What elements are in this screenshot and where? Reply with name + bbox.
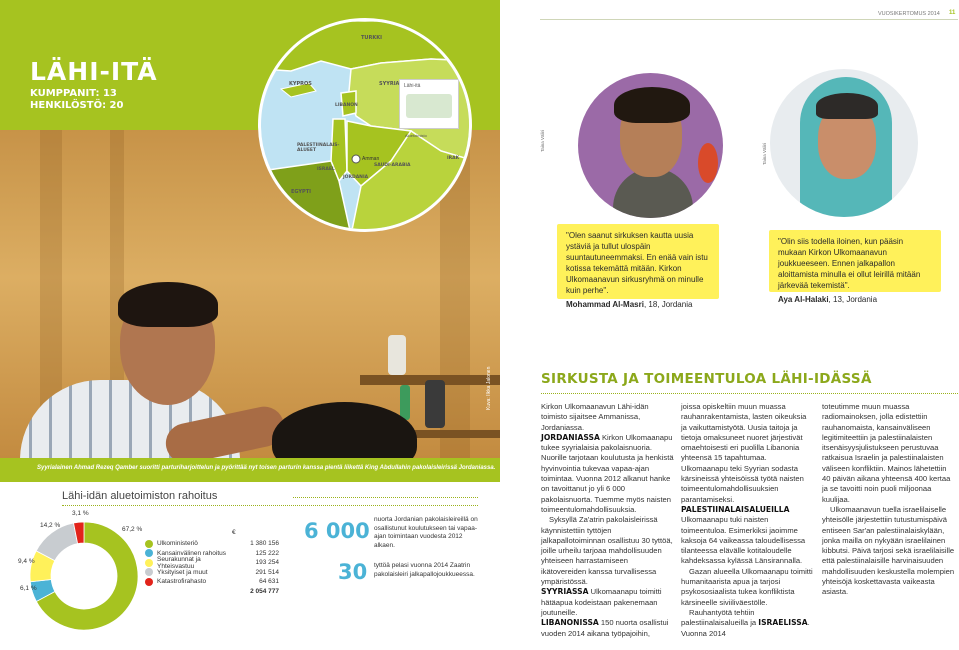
stat-number-girls: 30 bbox=[338, 560, 368, 584]
article-column-3 bbox=[822, 402, 957, 598]
col2-p2: Ulkomaanapu tuki naisten toimeentuloa. Esimerkiksi jaoimme kaksoja 64 vaikeassa taloudellisessa tilanteessa elävälle kotitaloudelle kahdeksassa kylässä Länsirannalla. bbox=[681, 515, 806, 566]
legend-swatch bbox=[145, 540, 153, 548]
col1-p3: Syksyllä Za'atrin pakolaisleirissä käynnistettiin tyttöjen jalkapallotoiminnan osallistuu 30 tyttöä, joille urheilu tarjoaa mahdollisuuden yhteiseen harrastamiseen ikätovereiden kanssa turvallisessa ympäristössä. bbox=[541, 515, 673, 587]
slice-label-ministry: 67,2 % bbox=[122, 526, 143, 533]
funding-title: Lähi-idän aluetoimiston rahoitus bbox=[62, 490, 218, 502]
quote-author bbox=[566, 299, 710, 310]
slice-label-international: 6,1 % bbox=[20, 585, 37, 592]
article-column-1 bbox=[541, 402, 674, 639]
article-column-2 bbox=[681, 402, 814, 639]
funding-pie-chart bbox=[28, 520, 143, 632]
col2-kw-palestine: PALESTIINALAISALUEILLA bbox=[681, 504, 790, 514]
quote-text: "Olin siis todella iloinen, kun pääsin mukaan Kirkon Ulkomaanavun joukkueeseen. Ennen jalkapallon aloittamista minulla ei ollut leirillä mitään järkevää tekemistä". bbox=[778, 237, 921, 290]
quote-box-mohammad bbox=[557, 224, 719, 309]
col2-p4: Rauhantyötä tehtiin palestiinalaisalueilla ja bbox=[681, 607, 759, 628]
col2-p3: Gazan alueella Ulkomaanapu toimitti humanitaarista apua ja tarjosi psykososiaalista tukea konfliktista kärsineelle siviiliväestölle. bbox=[681, 566, 813, 607]
quote-author-detail: , 18, Jordania bbox=[643, 300, 693, 309]
map-label-iraq: IRAK bbox=[447, 156, 460, 161]
col2-p1: joissa opiskeltiin muun muassa rauhanrakentamista, lasten oikeuksia ja vaikuttamistyötä. Uusia taitoja ja tietoja omaksuneet nuoret järjestivät omaehtoisesti eri puolilla Libanonia yhteensä 15 tapahtumaa. Ulkomaanapu teki Syyrian sodasta kärsineissä yhteisöissä työtä naisten toimeentulomahdollisuuksien parantamiseksi. bbox=[681, 402, 807, 504]
legend-value: 291 514 bbox=[255, 568, 279, 576]
quote-author bbox=[778, 294, 932, 305]
photo-credit: Kuva: Ilkka Jalonen bbox=[486, 366, 492, 410]
col1-kw-lebanon: LIBANONISSA bbox=[541, 618, 599, 628]
col2-p5: . Vuonna 2014 bbox=[681, 618, 810, 638]
map-label-turkey: TURKKI bbox=[361, 35, 382, 41]
portrait-aya bbox=[770, 69, 918, 217]
currency-label: € bbox=[232, 529, 236, 536]
stat-text-youth: nuorta Jordanian pakolaisleireillä on osallistunut koulutukseen tai vapaa-ajan toimintaan vuodesta 2012 alkaen. bbox=[374, 516, 478, 549]
stat-number-youth: 6 000 bbox=[304, 519, 370, 543]
legend-row bbox=[145, 555, 279, 570]
portrait-credit-1: Taina Väliri bbox=[540, 129, 545, 152]
page-title: LÄHI-ITÄ bbox=[30, 57, 158, 86]
legend-total-row bbox=[145, 587, 279, 597]
article-heading: SIRKUSTA JA TOIMEENTULOA LÄHI-IDÄSSÄ bbox=[541, 371, 872, 387]
legend-name: Katastrofirahasto bbox=[157, 578, 207, 586]
col1-kw-jordan: JORDANIASSA bbox=[541, 432, 600, 442]
quote-author-name: Aya Al-Halaki bbox=[778, 295, 829, 304]
legend-swatch bbox=[145, 559, 153, 567]
map-legend-office: Aluetoimisto bbox=[405, 133, 427, 138]
map-label-lebanon: LIBANON bbox=[335, 103, 358, 108]
legend-swatch bbox=[145, 578, 153, 586]
legend-row bbox=[145, 539, 279, 549]
map-label-israel: ISRAEL bbox=[317, 167, 335, 172]
col2-kw-israel: ISRAELISSA bbox=[758, 618, 808, 628]
quote-author-name: Mohammad Al-Masri bbox=[566, 300, 644, 309]
legend-value: 1 380 156 bbox=[250, 540, 279, 548]
legend-value: 193 254 bbox=[255, 559, 279, 567]
running-head: VUOSIKERTOMUS 2014 bbox=[878, 11, 940, 17]
funding-total: 2 054 777 bbox=[250, 587, 279, 595]
col1-kw-syria: SYYRIASSA bbox=[541, 587, 589, 597]
legend-swatch bbox=[145, 568, 153, 576]
col1-p1: Kirkon Ulkomaanavun Lähi-idän toimisto sijaitsee Ammanissa, Jordaniassa. bbox=[541, 402, 649, 432]
legend-row bbox=[145, 568, 279, 578]
map-label-palestine: PALESTIINALAIS-ALUEET bbox=[297, 143, 340, 153]
photo-caption: Syyrialainen Ahmad Rezeq Qamber suoritti parturiharjoittelun ja pyörittää nyt toisen parturin kanssa pientä liikettä King Abdullahin pakolaisleirissä Jordaniassa. bbox=[37, 465, 496, 471]
stat-text-girls: tyttöä pelasi vuonna 2014 Zaatrin pakolaisleiri jalkapallojoukkueessa. bbox=[374, 562, 475, 578]
staff-count: HENKILÖSTÖ: 20 bbox=[30, 100, 124, 111]
portrait-mohammad bbox=[578, 73, 723, 218]
legend-name: Seurakunnat ja Yhteisvastuu bbox=[157, 555, 201, 570]
legend-swatch bbox=[145, 549, 153, 557]
col3-p1: toteutimme muun muassa radiomainoksen, jolla edistettiin rauhanomaista, kansainväliseen legitimiteettiin ja palestiinalaisten itsenäisyysjulistukseen perustuvaa ratkaisua Israelin ja palestiinalaisten väliseen konfliktiin. Mainos lähetettiin 40 päivän aikana yhteensä 400 kertaa ja se tavoitti noin puoli miljoonaa kuulijaa. bbox=[822, 402, 951, 504]
legend-value: 125 222 bbox=[255, 549, 279, 557]
legend-value: 64 631 bbox=[259, 578, 279, 586]
portrait-credit-2: Taina Väliri bbox=[762, 142, 767, 165]
quote-author-detail: , 13, Jordania bbox=[828, 295, 878, 304]
legend-name: Ulkoministeriö bbox=[157, 540, 198, 548]
quote-text: "Olen saanut sirkuksen kautta uusia ystäviä ja tullut ulospäin suuntautuneemmaksi. En enää vain istu kotissa tekemättä mitään. Kirkon Ulkomaanavun sirkusryhmä on minulle kuin perhe". bbox=[566, 231, 708, 295]
slice-label-parishes: 9,4 % bbox=[18, 558, 35, 565]
region-map bbox=[258, 18, 472, 232]
map-label-egypt: EGYPTI bbox=[291, 189, 311, 195]
funding-section bbox=[0, 482, 500, 650]
col1-p5: 150 nuorta osallistui vuoden 2014 aikana työpajoihin, bbox=[541, 618, 669, 638]
slice-label-private: 14,2 % bbox=[40, 522, 61, 529]
inset-map bbox=[399, 79, 459, 129]
map-label-jordan: JORDANIA bbox=[343, 175, 369, 180]
map-label-amman: Amman bbox=[362, 156, 380, 162]
legend-name: Kansainvälinen rahoitus bbox=[157, 549, 227, 557]
legend-row bbox=[145, 577, 279, 587]
col1-p4: Ulkomaanapu toimitti hätäapua kodeistaan pakenemaan joutuneille. bbox=[541, 587, 662, 617]
map-label-saudi: SAUDI-ARABIA bbox=[374, 163, 411, 168]
col1-p2: Kirkon Ulkomaanapu tukee syyrialaisia pakolaisnuoria. Nuorille tarjotaan koulutusta ja henkistä hyvinvointia tukevaa vapaa-ajan toimintaa. Vuonna 2012 alkanut hanke on tavoittanut jo yli 6 000 pakolaisnuorta. Tuemme myös naisten toimeentulomahdollisuuksia. bbox=[541, 432, 674, 514]
legend-name: Yksityiset ja muut bbox=[157, 568, 208, 576]
page-number: 11 bbox=[949, 10, 956, 16]
photo-caption-strip bbox=[0, 458, 500, 482]
col3-p2: Ulkomaanavun tuella israelilaiselle yhteisölle järjestettiin tutustumispäivä entiseen Sar'an palestiinalaiskylään, jonka mailla on nykyään israelilainen kibbutsi. Päivä tarjosi sekä israelilaisille että palestiinalaisille harvinaisuuden mahdollisuuden keskustella molempien yhteisöjä koskettavasta vaikeasta asiasta. bbox=[822, 504, 955, 597]
partners-count: KUMPPANIT: 13 bbox=[30, 88, 117, 99]
funding-legend bbox=[145, 539, 279, 596]
map-label-cyprus: KYPROS bbox=[289, 81, 312, 87]
slice-label-disaster: 3,1 % bbox=[72, 510, 89, 517]
inset-title: Lähi-itä bbox=[404, 83, 421, 89]
map-label-syria: SYYRIA bbox=[379, 81, 400, 87]
quote-box-aya bbox=[769, 230, 941, 304]
